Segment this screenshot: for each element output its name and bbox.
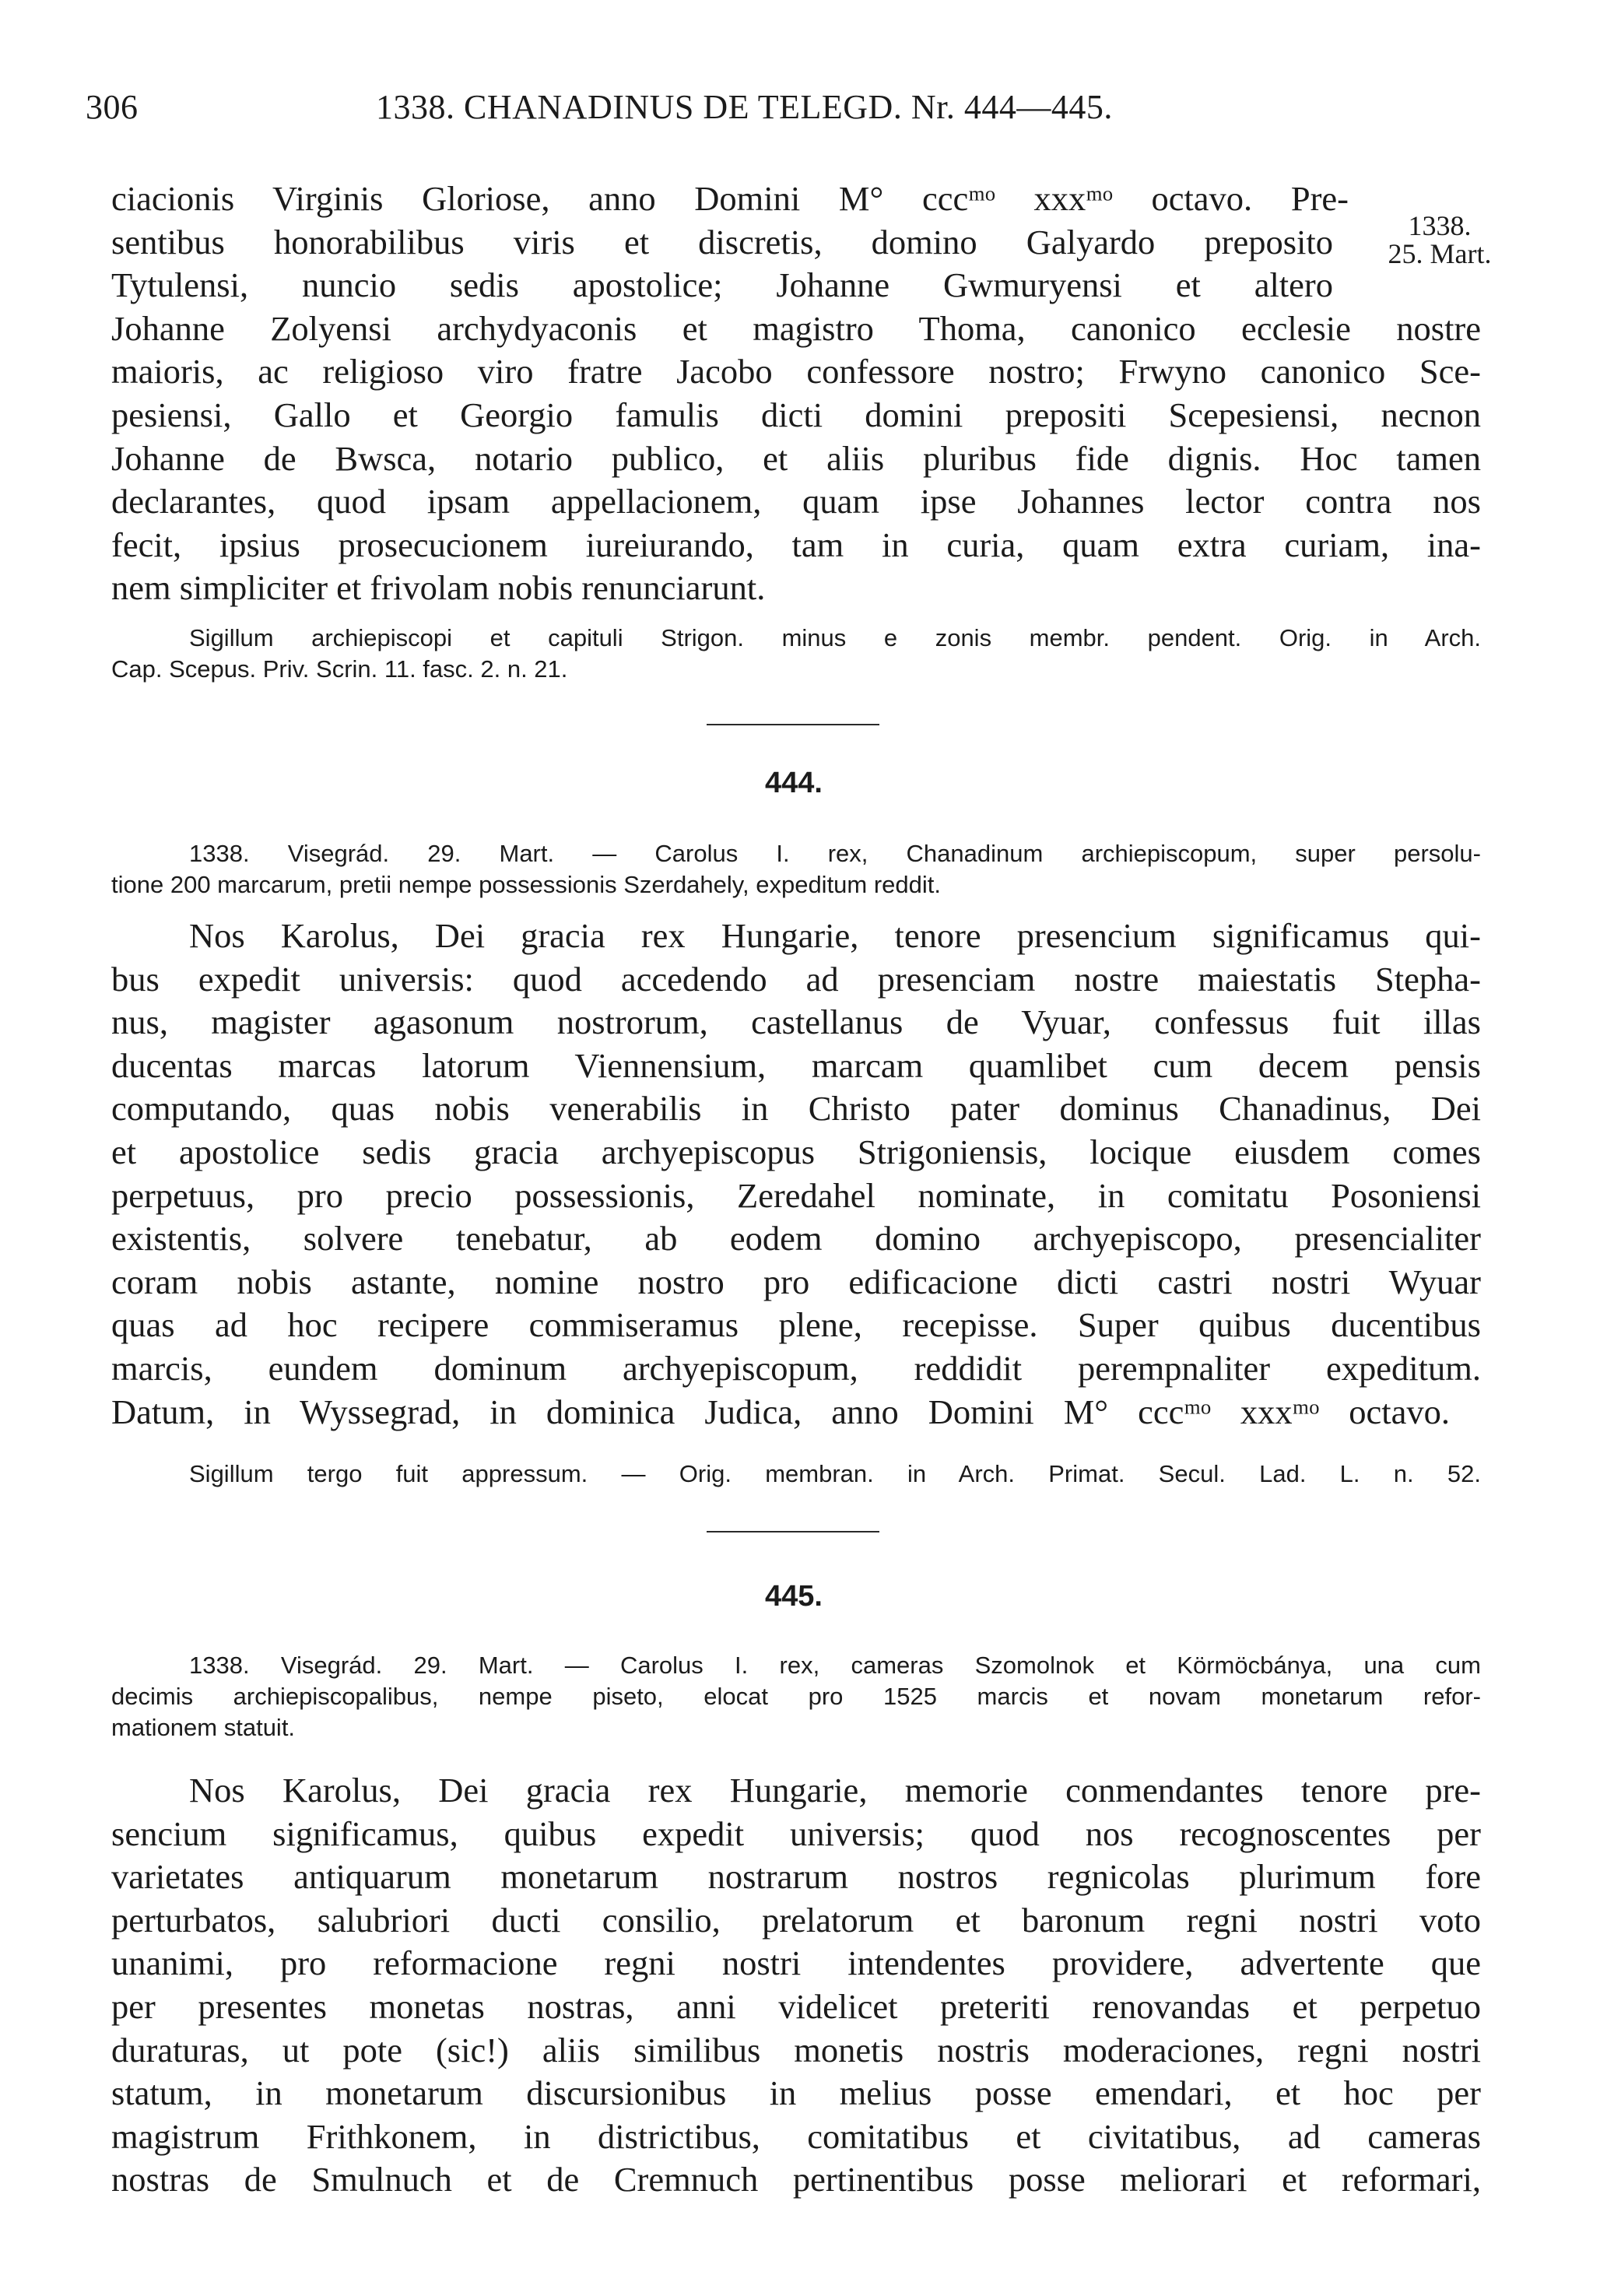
text-line: duraturas, ut pote (sic!) aliis similibus monetis nostris moderaciones, regni nostri xyxy=(111,2030,1481,2070)
text-line: nem simpliciter et frivolam nobis renunciarunt. xyxy=(111,568,766,608)
section-divider xyxy=(707,724,879,725)
margin-day: 25. Mart. xyxy=(1388,238,1492,269)
text-line: Nos Karolus, Dei gracia rex Hungarie, memorie conmendantes tenore pre- xyxy=(189,1771,1481,1810)
text-line: existentis, solvere tenebatur, ab eodem domino archyepiscopo, presencialiter xyxy=(111,1219,1481,1259)
text-line: marcis, eundem dominum archyepiscopum, reddidit perempnaliter expeditum. xyxy=(111,1348,1481,1388)
text-line: bus expedit universis: quod accedendo ad presenciam nostre maiestatis Stepha- xyxy=(111,959,1481,999)
text-line: per presentes monetas nostras, anni videlicet preteriti renovandas et perpetuo xyxy=(111,1986,1481,2026)
doc445-number: 445. xyxy=(765,1580,823,1613)
section-divider xyxy=(707,1531,879,1532)
text-line: Nos Karolus, Dei gracia rex Hungarie, tenore presencium significamus qui- xyxy=(189,916,1481,955)
doc443-source-note xyxy=(111,623,1481,685)
text-line: maioris, ac religioso viro fratre Jacobo confessore nostro; Frwyno canonico Sce- xyxy=(111,352,1481,391)
text-line: quas ad hoc recipere commiseramus plene, recepisse. Super quibus ducentibus xyxy=(111,1305,1481,1345)
text-line: computando, quas nobis venerabilis in Christo pater dominus Chanadinus, Dei xyxy=(111,1089,1481,1129)
summary-line: decimis archiepiscopalibus, nempe piseto, elocat pro 1525 marcis et novam monetarum refor- xyxy=(111,1683,1481,1710)
page-header xyxy=(86,87,1494,134)
running-title: 1338. CHANADINUS DE TELEGD. Nr. 444—445. xyxy=(376,88,1113,126)
text-line: fecit, ipsius prosecucionem iureiurando, tam in curia, quam extra curiam, ina- xyxy=(111,525,1481,564)
text-line: Tytulensi, nuncio sedis apostolice; Johanne Gwmuryensi et altero xyxy=(111,265,1333,305)
summary-line: mationem statuit. xyxy=(111,1714,296,1741)
text-line: Datum, in Wyssegrad, in dominica Judica, anno Domini M° cccᵐᵒ xxxᵐᵒ octavo. xyxy=(111,1392,1450,1431)
doc445-summary xyxy=(111,1650,1481,1743)
text-line: sentibus honorabilibus viris et discretis, domino Galyardo preposito xyxy=(111,222,1333,262)
text-line: varietates antiquarum monetarum nostrarum nostros regnicolas plurimum fore xyxy=(111,1857,1481,1897)
text-line: Johanne de Bwsca, notario publico, et aliis pluribus fide dignis. Hoc tamen xyxy=(111,438,1481,478)
doc444-number: 444. xyxy=(765,767,823,799)
doc444-source-note xyxy=(189,1459,1481,1490)
text-line: ciacionis Virginis Gloriose, anno Domini M° cccᵐᵒ xxxᵐᵒ octavo. Pre- xyxy=(111,179,1349,218)
doc444-summary xyxy=(111,838,1481,900)
doc445-text xyxy=(111,1769,1481,2202)
text-line: sencium significamus, quibus expedit universis; quod nos recognoscentes per xyxy=(111,1813,1481,1853)
text-line: statum, in monetarum discursionibus in melius posse emendari, et hoc per xyxy=(111,2073,1481,2113)
text-line: coram nobis astante, nomine nostro pro edificacione dicti castri nostri Wyuar xyxy=(111,1262,1481,1301)
text-line: magistrum Frithkonem, in districtibus, comitatibus et civitatibus, ad cameras xyxy=(111,2116,1481,2156)
note-line: Sigillum archiepiscopi et capituli Strigon. minus e zonis membr. pendent. Orig. in Arch. xyxy=(189,624,1481,651)
text-line: ducentas marcas latorum Viennensium, marcam quamlibet cum decem pensis xyxy=(111,1045,1481,1085)
doc444-text xyxy=(111,915,1481,1434)
margin-year: 1338. xyxy=(1408,210,1472,241)
summary-line: tione 200 marcarum, pretii nempe possessionis Szerdahely, expeditum reddit. xyxy=(111,871,942,898)
text-line: Johanne Zolyensi archydyaconis et magistro Thoma, canonico ecclesie nostre xyxy=(111,308,1481,348)
text-line: perpetuus, pro precio possessionis, Zeredahel nominate, in comitatu Posoniensi xyxy=(111,1175,1481,1215)
text-line: pesiensi, Gallo et Georgio famulis dicti domini prepositi Scepesiensi, necnon xyxy=(111,395,1481,434)
doc443-text xyxy=(111,177,1481,610)
text-line: nus, magister agasonum nostrorum, castellanus de Vyuar, confessus fuit illas xyxy=(111,1002,1481,1042)
text-line: declarantes, quod ipsam appellacionem, quam ipse Johannes lector contra nos xyxy=(111,482,1481,521)
note-line: Cap. Scepus. Priv. Scrin. 11. fasc. 2. n. 21. xyxy=(111,655,568,683)
text-line: perturbatos, salubriori ducti consilio, prelatorum et baronum regni nostri voto xyxy=(111,1900,1481,1940)
text-line: unanimi, pro reformacione regni nostri intendentes providere, advertente que xyxy=(111,1943,1481,1983)
page-number: 306 xyxy=(86,88,139,126)
summary-line: 1338. Visegrád. 29. Mart. — Carolus I. rex, Chanadinum archiepiscopum, super persolu- xyxy=(189,840,1481,867)
note-line: Sigillum tergo fuit appressum. — Orig. membran. in Arch. Primat. Secul. Lad. L. n. 52. xyxy=(189,1460,1481,1487)
text-line: nostras de Smulnuch et de Cremnuch pertinentibus posse meliorari et reformari, xyxy=(111,2160,1481,2199)
summary-line: 1338. Visegrád. 29. Mart. — Carolus I. rex, cameras Szomolnok et Körmöcbánya, una cum xyxy=(189,1652,1481,1679)
text-line: et apostolice sedis gracia archyepiscopus Strigoniensis, locique eiusdem comes xyxy=(111,1132,1481,1171)
